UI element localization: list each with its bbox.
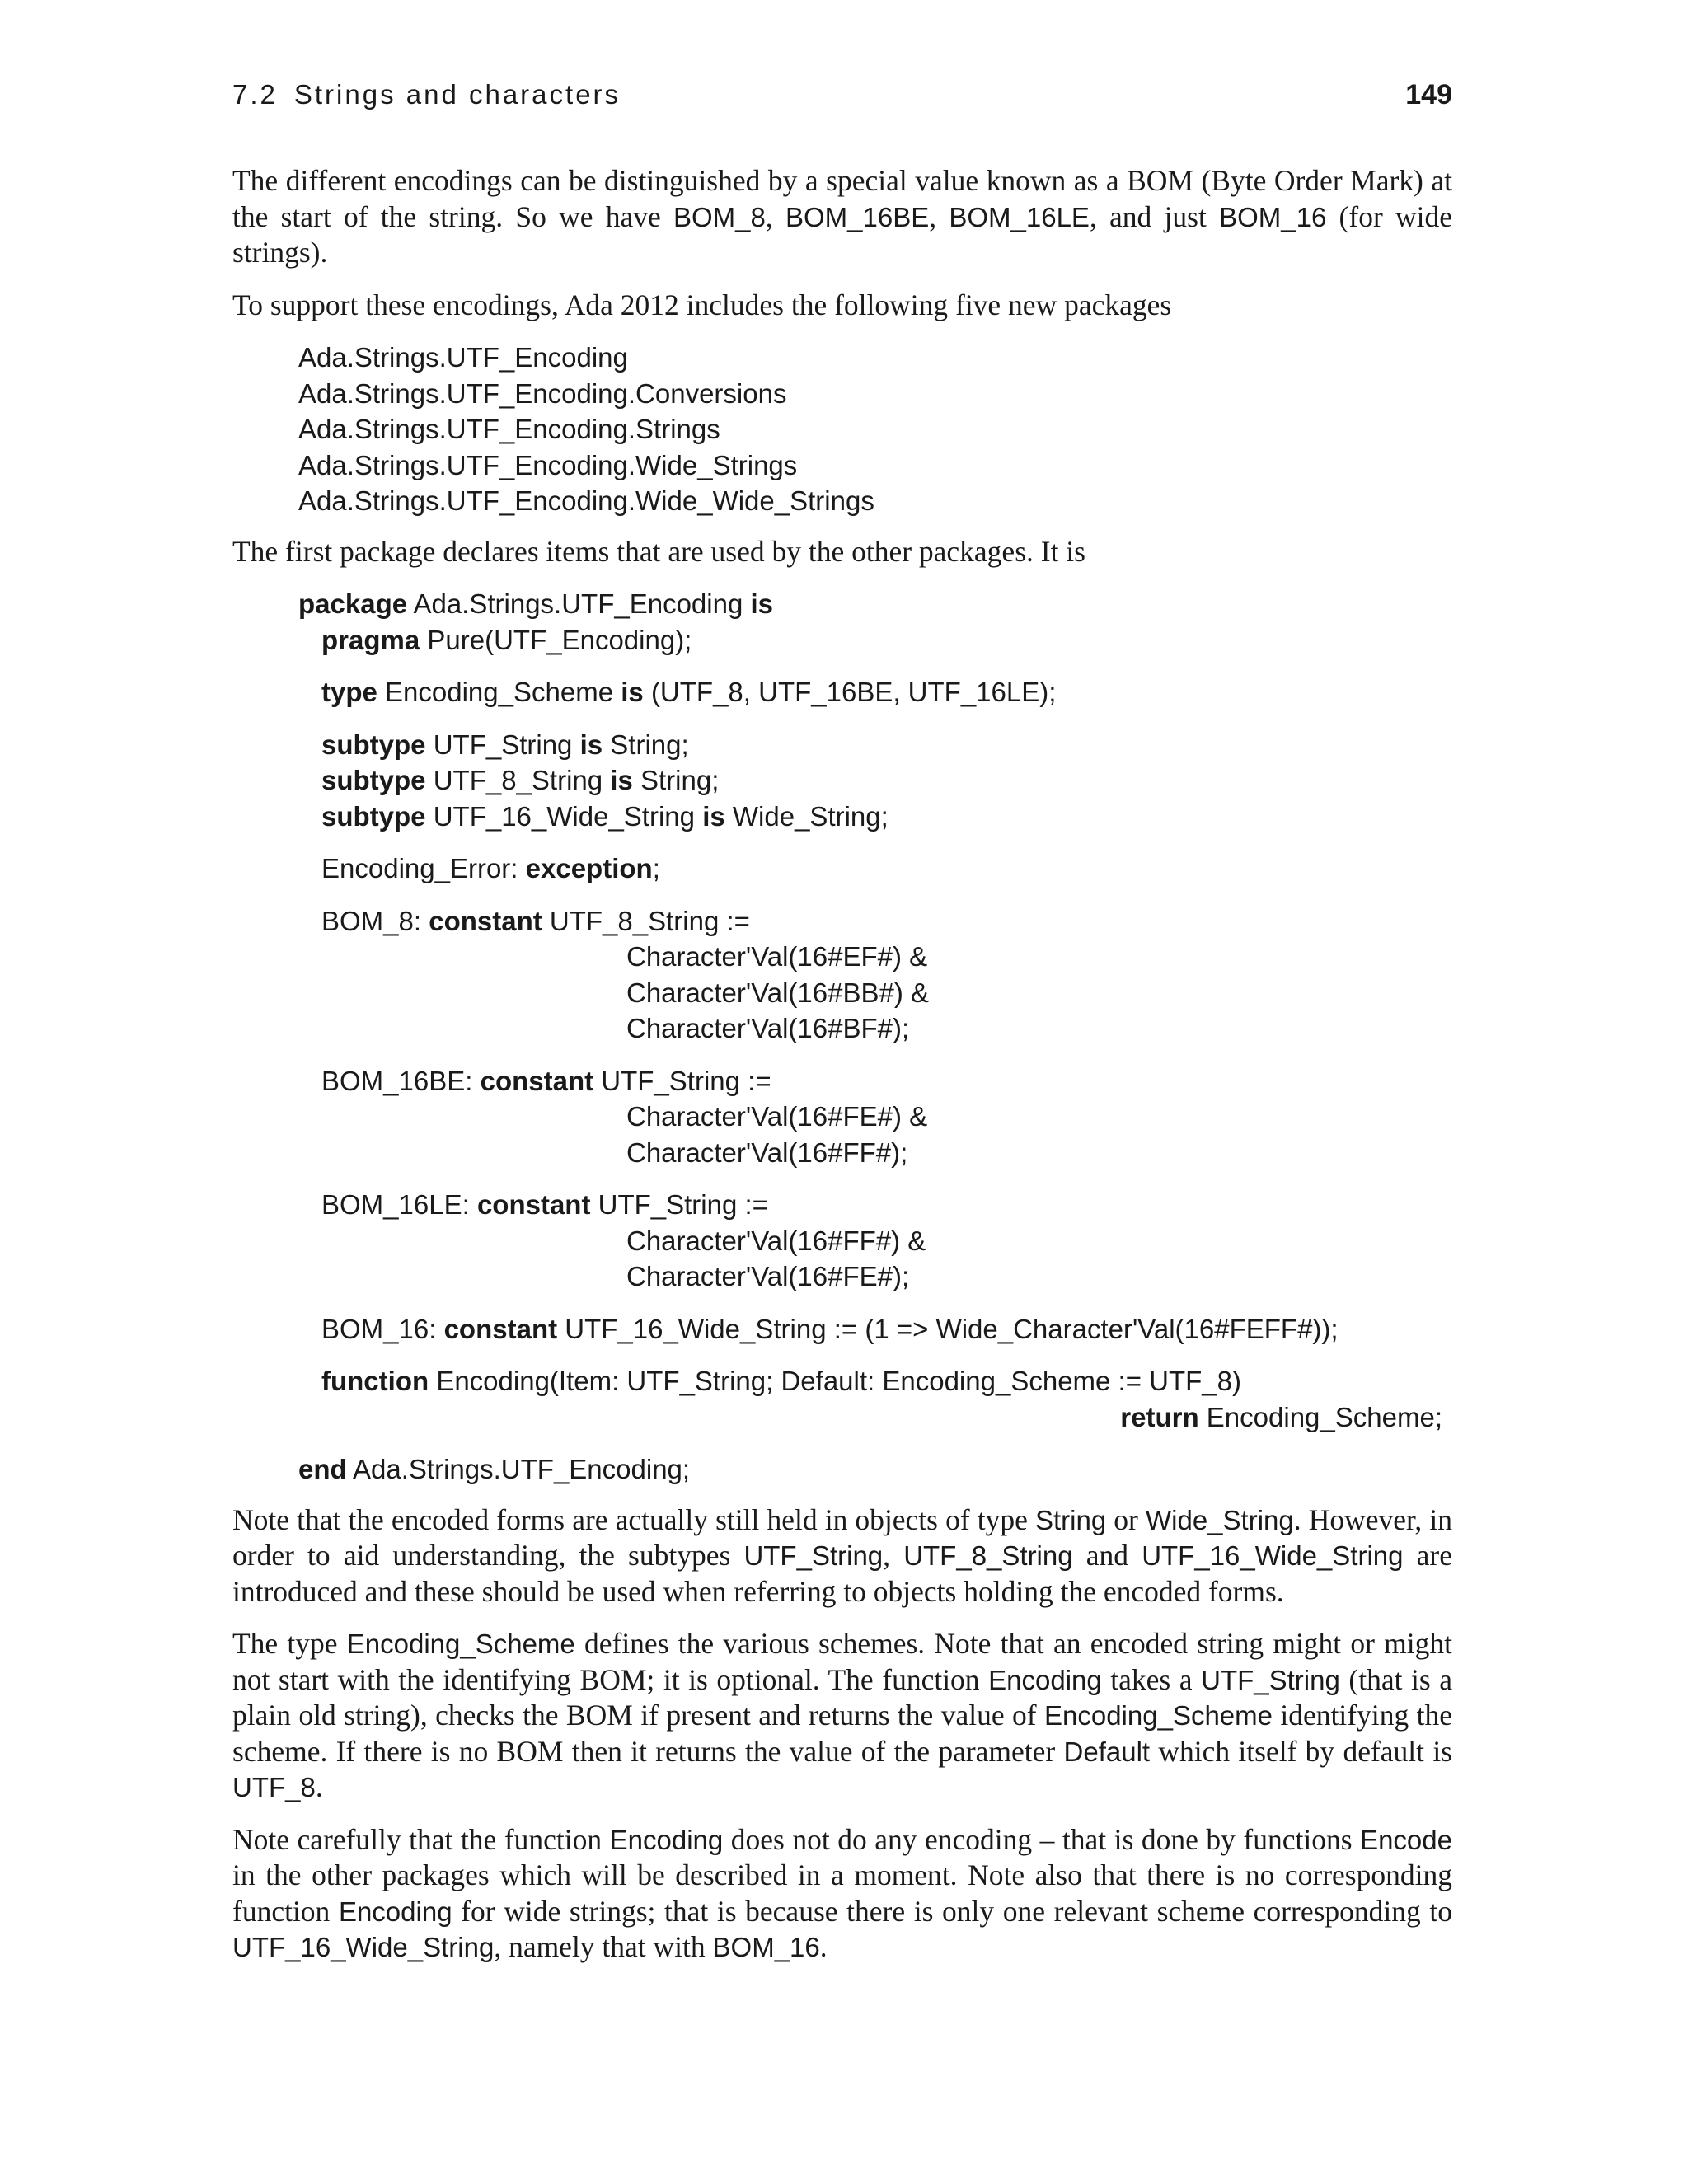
- code-line: Character'Val(16#FF#);: [626, 1137, 908, 1168]
- code-term: BOM_16: [1219, 201, 1327, 232]
- code-term: Encoding: [988, 1664, 1102, 1695]
- code-term: BOM_16: [712, 1932, 820, 1962]
- paragraph-subtypes-note: Note that the encoded forms are actually still held in objects of type String or Wide_String. However, in order to aid understanding, the subtypes UTF_String, UTF_8_String and UTF_16_Wide_String are introduced and these should be used when referring to objects holding the encoded forms.: [232, 1502, 1452, 1608]
- code-line: pragma Pure(UTF_Encoding);: [321, 624, 692, 655]
- code-line: function Encoding(Item: UTF_String; Default: Encoding_Scheme := UTF_8): [321, 1366, 1242, 1396]
- code-line: end Ada.Strings.UTF_Encoding;: [298, 1454, 691, 1484]
- code-term: Encoding_Scheme: [346, 1629, 575, 1659]
- code-term: Wide_String: [1145, 1504, 1294, 1535]
- section-title: Strings and characters: [293, 79, 621, 110]
- code-line: Character'Val(16#FF#) &: [626, 1225, 926, 1256]
- code-line: return Encoding_Scheme;: [1120, 1401, 1442, 1432]
- paragraph-first-package: The first package declares items that are used by the other packages. It is: [232, 534, 1085, 568]
- book-page: [232, 79, 1452, 1982]
- package-list-item: Ada.Strings.UTF_Encoding.Conversions: [298, 377, 787, 409]
- code-line: BOM_8: constant UTF_8_String :=: [321, 905, 750, 936]
- code-term: BOM_16LE: [949, 201, 1090, 232]
- code-term: UTF_16_Wide_String: [232, 1932, 495, 1962]
- package-list-item: Ada.Strings.UTF_Encoding.Wide_Strings: [298, 449, 798, 480]
- code-term: UTF_8: [232, 1772, 316, 1802]
- code-line: Encoding_Error: exception;: [321, 853, 660, 883]
- code-line: type Encoding_Scheme is (UTF_8, UTF_16BE, UTF_16LE);: [321, 677, 1057, 707]
- code-line: Character'Val(16#FE#) &: [626, 1101, 928, 1132]
- paragraph-packages-intro: To support these encodings, Ada 2012 includes the following five new packages: [232, 288, 1172, 321]
- section-heading: [232, 79, 621, 110]
- code-line: Character'Val(16#BF#);: [626, 1013, 910, 1043]
- code-term: UTF_String: [1201, 1664, 1340, 1695]
- code-line: Character'Val(16#BB#) &: [626, 977, 930, 1008]
- code-term: String: [1034, 1504, 1107, 1535]
- code-term: Default: [1063, 1736, 1151, 1767]
- code-term: UTF_16_Wide_String: [1142, 1540, 1404, 1571]
- code-line: subtype UTF_16_Wide_String is Wide_String;: [321, 800, 889, 832]
- code-term: BOM_16BE: [785, 201, 930, 232]
- code-line: Character'Val(16#FE#);: [626, 1261, 910, 1291]
- package-list-item: Ada.Strings.UTF_Encoding.Strings: [298, 414, 720, 444]
- package-list-item: Ada.Strings.UTF_Encoding: [298, 342, 628, 373]
- package-list: [298, 340, 1452, 519]
- paragraph-encoding-scheme: The type Encoding_Scheme defines the various schemes. Note that an encoded string might or might not start with the identifying BOM; it is optional. The function Encoding takes a UTF_String (that is a plain old string), checks the BOM if present and returns the value of Encoding_Scheme identifying the scheme. If there is no BOM then it returns the value of the parameter Default which itself by default is UTF_8.: [232, 1627, 1453, 1803]
- code-term: UTF_8_String: [903, 1540, 1073, 1571]
- code-term: Encoding: [338, 1896, 452, 1927]
- code-line: Character'Val(16#EF#) &: [626, 941, 928, 972]
- code-line: package Ada.Strings.UTF_Encoding is: [298, 588, 774, 619]
- code-term: Encoding_Scheme: [1043, 1700, 1273, 1731]
- code-line: subtype UTF_String is String;: [321, 729, 689, 760]
- code-term: Encode: [1360, 1824, 1452, 1855]
- page-number: 149: [1405, 79, 1452, 110]
- package-declaration-code: [298, 586, 1452, 1488]
- section-number: 7.2: [232, 79, 278, 110]
- code-line: BOM_16: constant UTF_16_Wide_String := (1 => Wide_Character'Val(16#FEFF#));: [321, 1313, 1339, 1344]
- running-head: [232, 79, 1452, 120]
- code-term: UTF_String: [743, 1540, 884, 1571]
- paragraph-encoding-function-note: Note carefully that the function Encoding does not do any encoding – that is done by functions Encode in the other packages which will be described in a moment. Note also that there is no corresponding function Encoding for wide strings; that is because there is only one relevant scheme corresponding to UTF_16_Wide_String, namely that with BOM_16.: [232, 1822, 1452, 1963]
- code-term: BOM_8: [673, 201, 766, 232]
- code-line: BOM_16BE: constant UTF_String :=: [321, 1065, 771, 1096]
- code-line: BOM_16LE: constant UTF_String :=: [321, 1189, 768, 1220]
- code-term: Encoding: [609, 1824, 724, 1855]
- paragraph-bom-intro: The different encodings can be distinguished by a special value known as a BOM (Byte Order Mark) at the start of the string. So we have BOM_8, BOM_16BE, BOM_16LE, and just BOM_16 (for wide strings).: [232, 164, 1453, 269]
- package-list-item: Ada.Strings.UTF_Encoding.Wide_Wide_Strings: [298, 485, 874, 516]
- code-line: subtype UTF_8_String is String;: [321, 765, 720, 795]
